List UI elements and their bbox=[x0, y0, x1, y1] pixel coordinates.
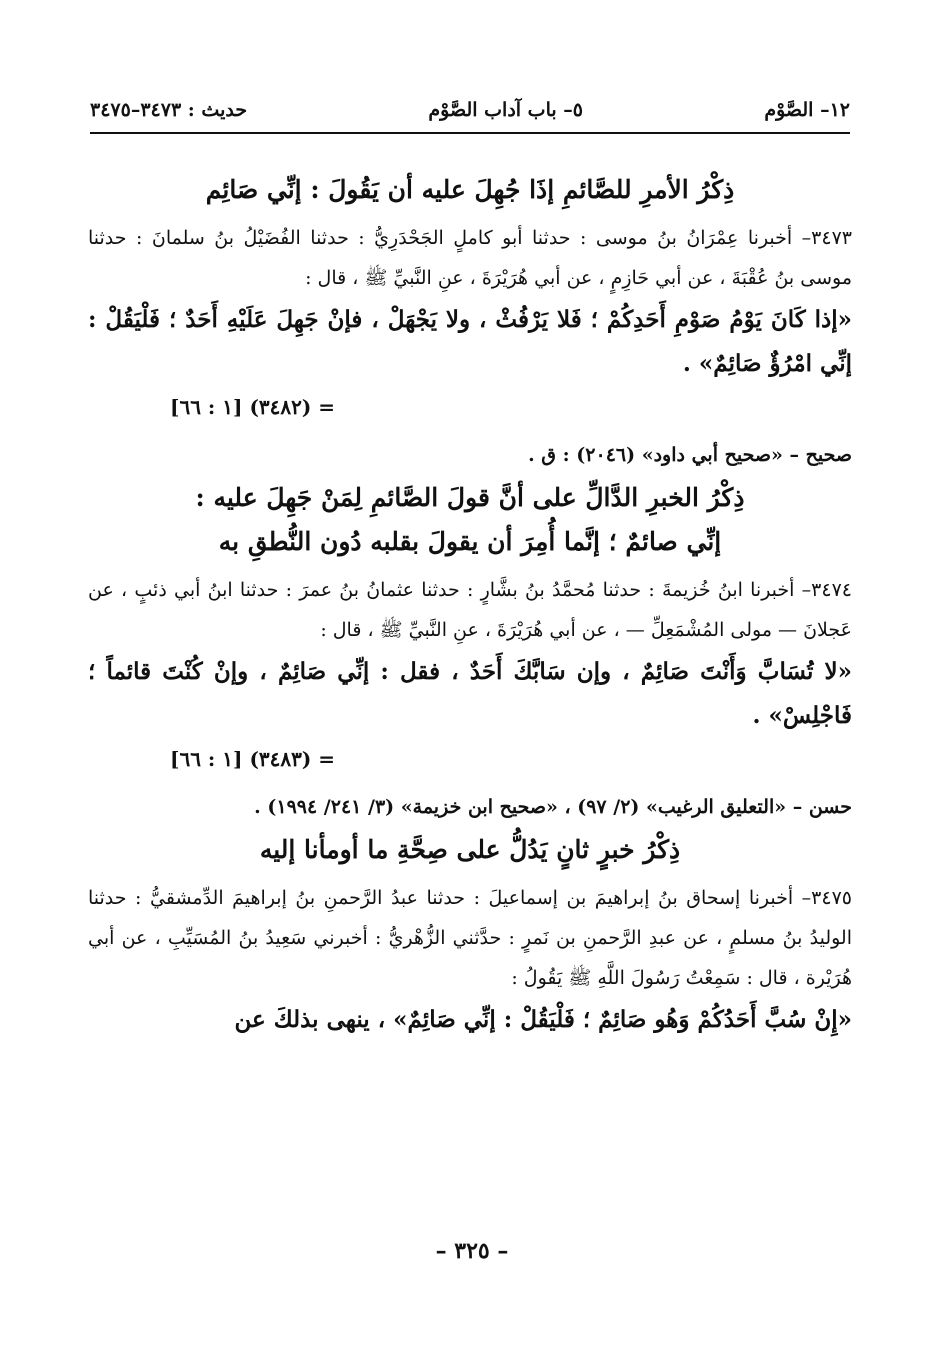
hadith-3475-matn: «إِنْ سُبَّ أَحَدُكُمْ وَهُو صَائِمٌ ؛ فَلْيَقُلْ : إنِّي صَائِمٌ» ، ينهى بذلكَ عن bbox=[234, 1006, 852, 1033]
chapter-heading-2-line-2: إنِّي صائمٌ ؛ إنَّما أُمِرَ أن يقولَ بقلبه دُون النُّطقِ به bbox=[218, 527, 722, 556]
page-number: – ٣٢٥ – bbox=[435, 1238, 509, 1264]
hadith-3473-reference bbox=[88, 386, 852, 428]
page-body bbox=[88, 168, 852, 1042]
header-section: ٥– باب آداب الصَّوْم bbox=[428, 99, 583, 121]
running-header bbox=[90, 92, 850, 128]
hadith-3474-reference-text: = (٣٤٨٣) [١ : ٦٦] bbox=[170, 747, 336, 771]
hadith-3473-grade: صحيح – «صحيح أبي داود» (٢٠٤٦) : ق . bbox=[528, 444, 852, 466]
header-hadith-range: حديث : ٣٤٧٣–٣٤٧٥ bbox=[90, 99, 248, 121]
hadith-3474-grade: حسن – «التعليق الرغيب» (٢/ ٩٧) ، «صحيح ابن خزيمة» (٣/ ٢٤١/ ١٩٩٤) . bbox=[254, 796, 852, 818]
hadith-3474-reference bbox=[88, 738, 852, 780]
chapter-heading-3: ذِكْرُ خبرٍ ثانٍ يَدُلُّ على صِحَّةِ ما أومأنا إليه bbox=[259, 835, 681, 864]
header-chapter: ١٢– الصَّوْم bbox=[764, 99, 850, 121]
hadith-3473-matn: «إذا كَانَ يَوْمُ صَوْمِ أَحَدِكُمْ ؛ فَلا يَرْفُثْ ، ولا يَجْهَلْ ، فإنْ جَهِلَ عَلَيْهِ أَحَدٌ ؛ فَلْيَقُلْ : إنِّي امْرُؤٌ صَائِمٌ» . bbox=[88, 306, 852, 377]
chapter-heading-2-line-1: ذِكْرُ الخبرِ الدَّالِّ على أنَّ قولَ الصَّائمِ لِمَنْ جَهِلَ عليه : bbox=[195, 483, 745, 512]
hadith-3473-reference-text: = (٣٤٨٢) [١ : ٦٦] bbox=[170, 395, 336, 419]
hadith-3475-isnad: ٣٤٧٥– أخبرنا إسحاق بنُ إبراهيمَ بن إسماعيلَ : حدثنا عبدُ الرَّحمنِ بنُ إبراهيمَ الدِّمشقيُّ : حدثنا الوليدُ بنُ مسلمٍ ، عن عبدِ الرَّحمنِ بن نَمرٍ : حدَّثني الزُّهْريُّ : أخبرني سَعِيدُ بنُ المُسَيِّبِ ، عن أبي هُرَيْرة ، قال : سَمِعْتُ رَسُولَ اللَّهِ ﷺ يَقُولُ : bbox=[88, 887, 852, 989]
hadith-3474-isnad: ٣٤٧٤– أخبرنا ابنُ خُزيمةَ : حدثنا مُحمَّدُ بنُ بشَّارٍ : حدثنا عثمانُ بنُ عمرَ : حدثنا ابنُ أبي ذئبٍ ، عن عَجلانَ — مولى المُشْمَعِلِّ — ، عن أبي هُرَيْرَةَ ، عنِ النَّبيِّ ﷺ ، قال : bbox=[88, 579, 852, 641]
chapter-heading-1: ذِكْرُ الأمرِ للصَّائمِ إذَا جُهِلَ عليه أن يَقُولَ : إنِّي صَائِم bbox=[205, 175, 735, 204]
header-divider bbox=[90, 132, 850, 134]
hadith-3474-matn: «لا تُسَابَّ وَأَنْتَ صَائِمٌ ، وإن سَابَّكَ أَحَدٌ ، فقل : إنِّي صَائِمٌ ، وإنْ كُنْتَ قائماً ؛ فَاجْلِسْ» . bbox=[88, 658, 852, 729]
hadith-3473-isnad: ٣٤٧٣– أخبرنا عِمْرَانُ بنُ موسى : حدثنا أبو كاملٍ الجَحْدَرِيُّ : حدثنا الفُضَيْلُ بنُ سلمانَ : حدثنا موسى بنُ عُقْبَةَ ، عن أبي حَازِمٍ ، عن أبي هُرَيْرَةَ ، عنِ النَّبيِّ ﷺ ، قال : bbox=[88, 227, 852, 289]
